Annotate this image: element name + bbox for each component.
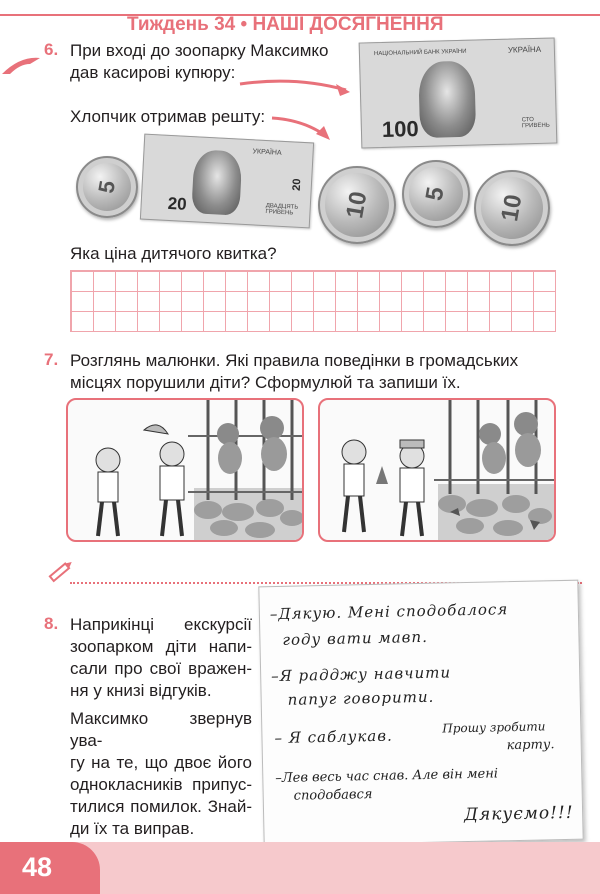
task-6-line2: дав касирові купюру: <box>70 63 236 82</box>
footer-week: Тиждень 34 <box>127 14 236 35</box>
banknote-100-bank: НАЦІОНАЛЬНИЙ БАНК УКРАЇНИ <box>373 48 467 58</box>
review-line: папуг говорити. <box>287 687 435 709</box>
answer-grid[interactable] <box>70 270 556 332</box>
change-text: Хлопчик отримав решту: <box>70 107 266 126</box>
page-number: 48 <box>22 852 53 882</box>
banknote-100 <box>359 37 558 148</box>
task-8-line: однокласників припус- <box>70 775 252 794</box>
review-line: –Лев весь час снав. Але він мені <box>275 766 499 787</box>
review-signature: Дякуємо!!! <box>463 802 574 826</box>
illustration-right <box>318 398 556 542</box>
banknote-100-value: 100 <box>381 116 419 142</box>
task-8-line: ня у книзі відгуків. <box>70 681 212 700</box>
banknote-20-value-side: 20 <box>290 178 304 192</box>
coin-value: 5 <box>421 184 450 203</box>
question-text: Яка ціна дитячого квитка? <box>70 244 277 263</box>
coin-value: 10 <box>495 192 528 224</box>
arrow-to-change-icon <box>268 112 336 144</box>
coin-value: 5 <box>93 178 120 196</box>
coin-10 <box>318 166 396 244</box>
task-6-number: 6. <box>44 40 59 59</box>
banknote-portrait <box>191 149 242 215</box>
banknote-20-value: 20 <box>167 193 188 214</box>
task-7-line1: Розглянь малюнки. Які правила поведінки в громадських <box>70 351 519 370</box>
review-line: году вати мавп. <box>282 627 429 649</box>
task-8-text <box>70 614 252 840</box>
review-line: карту. <box>506 737 555 754</box>
task-8-line: Наприкінці екскурсії <box>70 615 252 634</box>
banknote-20-country: УКРАЇНА <box>252 148 282 157</box>
banknote-20 <box>140 134 314 229</box>
banknote-20-words: ДВАДЦЯТЬ ГРИВЕНЬ <box>265 203 299 217</box>
banknote-100-country: УКРАЇНА <box>507 44 542 55</box>
zoo-scene-right <box>320 400 554 540</box>
review-line: –Я радджу навчити <box>271 663 452 686</box>
task-8-line: зоопарком діти напи- <box>70 637 252 656</box>
task-8-line: Максимко звернув ува- <box>70 709 252 750</box>
task-8-line: гу на те, що двоє його <box>70 753 252 772</box>
footer-section: НАШІ ДОСЯГНЕННЯ <box>252 14 444 35</box>
review-card <box>258 580 583 847</box>
banknote-100-words: СТО ГРИВЕНЬ <box>521 117 550 130</box>
page-number-tab <box>0 842 100 894</box>
task-8-line: тилися помилок. Знай- <box>70 797 252 816</box>
coin-5 <box>402 160 470 228</box>
review-line: сподобався <box>293 787 373 804</box>
task-7-number: 7. <box>44 350 59 369</box>
footer-title <box>127 14 444 36</box>
coin-5 <box>76 156 138 218</box>
footer-separator: • <box>235 14 253 35</box>
review-line: Прошу зробити <box>442 719 546 736</box>
pointer-arrow-icon <box>0 52 44 80</box>
illustration-left <box>66 398 304 542</box>
task-8-line: сали про свої вражен- <box>70 659 252 678</box>
zoo-scene-left <box>68 400 302 540</box>
task-7-line2: місцях порушили діти? Сформулюй та запиши їх. <box>70 373 461 392</box>
task-8-line: ди їх та виправ. <box>70 819 195 838</box>
task-8-number: 8. <box>44 614 59 633</box>
task-6-line1: При вході до зоопарку Максимко <box>70 41 329 60</box>
arrow-to-banknote-icon <box>236 70 356 100</box>
banknote-portrait <box>418 61 476 138</box>
review-line: – Я саблукав. <box>274 726 393 748</box>
review-line: –Дякую. Мені сподобалося <box>269 600 509 624</box>
coin-10 <box>474 170 550 246</box>
coin-value: 10 <box>340 189 373 221</box>
